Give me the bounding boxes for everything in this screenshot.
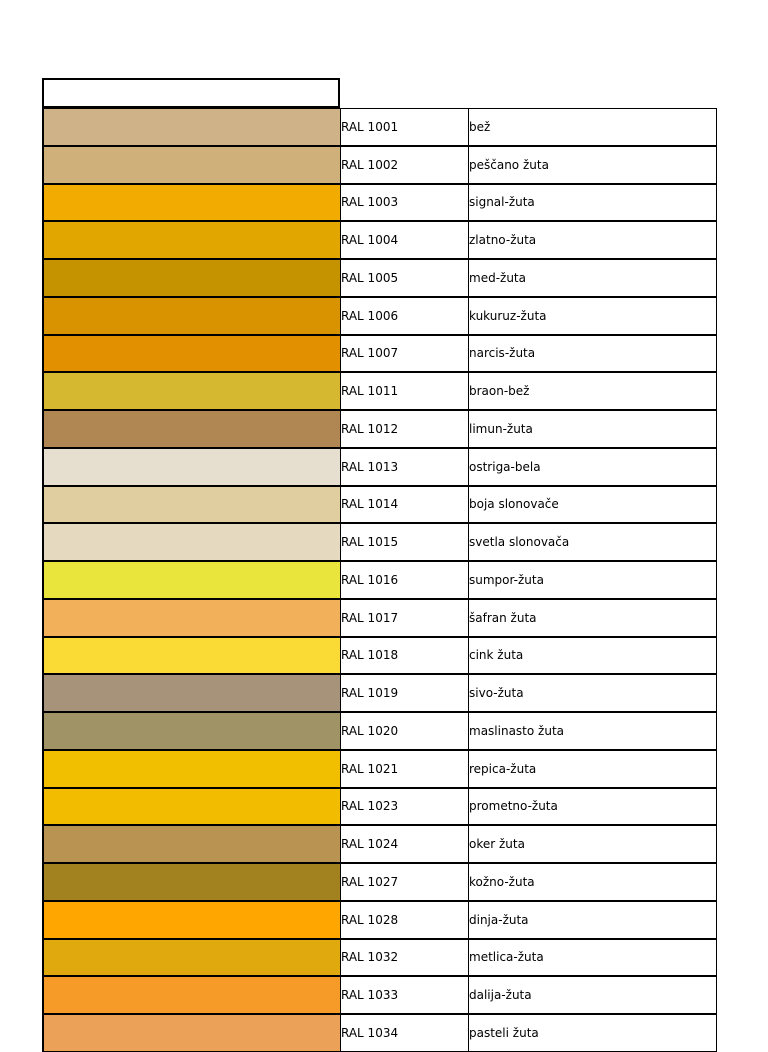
color-name-cell xyxy=(469,939,717,977)
color-name: bež xyxy=(469,119,491,134)
table-row xyxy=(43,712,717,750)
ral-code: RAL 1014 xyxy=(341,497,399,512)
ral-color-table-body xyxy=(43,109,717,1052)
ral-code-cell xyxy=(341,1014,469,1051)
ral-code: RAL 1002 xyxy=(341,157,399,172)
ral-code: RAL 1001 xyxy=(341,119,399,134)
ral-code-cell xyxy=(341,259,469,297)
ral-code: RAL 1004 xyxy=(341,233,399,248)
ral-code: RAL 1019 xyxy=(341,686,399,701)
ral-code-cell xyxy=(341,863,469,901)
table-row xyxy=(43,939,717,977)
color-swatch xyxy=(43,637,341,675)
table-row xyxy=(43,146,717,184)
color-swatch xyxy=(43,372,341,410)
ral-code-cell xyxy=(341,750,469,788)
ral-code-cell xyxy=(341,599,469,637)
color-swatch xyxy=(43,788,341,826)
ral-code-cell xyxy=(341,297,469,335)
color-name: braon-bež xyxy=(469,384,530,399)
ral-code-cell xyxy=(341,523,469,561)
ral-code-cell xyxy=(341,410,469,448)
table-row xyxy=(43,410,717,448)
ral-code-cell xyxy=(341,221,469,259)
color-name-cell xyxy=(469,109,717,146)
ral-code: RAL 1032 xyxy=(341,950,399,965)
ral-code-cell xyxy=(341,674,469,712)
color-name-cell xyxy=(469,523,717,561)
color-name-cell xyxy=(469,184,717,222)
color-name: zlatno-žuta xyxy=(469,233,537,248)
color-name: šafran žuta xyxy=(469,610,537,625)
color-swatch xyxy=(43,448,341,486)
color-swatch xyxy=(43,146,341,184)
color-swatch xyxy=(43,297,341,335)
table-row xyxy=(43,863,717,901)
color-swatch xyxy=(43,1014,341,1051)
table-row xyxy=(43,297,717,335)
ral-code: RAL 1013 xyxy=(341,459,399,474)
color-swatch xyxy=(43,712,341,750)
color-name-cell xyxy=(469,901,717,939)
color-name: svetla slonovača xyxy=(469,535,570,550)
color-name: narcis-žuta xyxy=(469,346,536,361)
ral-code: RAL 1027 xyxy=(341,874,399,889)
color-swatch xyxy=(43,335,341,373)
color-name-cell xyxy=(469,221,717,259)
table-row xyxy=(43,750,717,788)
color-name-cell xyxy=(469,712,717,750)
color-name-cell xyxy=(469,335,717,373)
ral-code: RAL 1017 xyxy=(341,610,399,625)
ral-code: RAL 1016 xyxy=(341,572,399,587)
table-row xyxy=(43,674,717,712)
color-swatch xyxy=(43,599,341,637)
color-swatch xyxy=(43,863,341,901)
table-row xyxy=(43,335,717,373)
color-name: med-žuta xyxy=(469,270,526,285)
ral-code: RAL 1033 xyxy=(341,988,399,1003)
color-swatch xyxy=(43,109,341,146)
color-name: pasteli žuta xyxy=(469,1025,539,1040)
color-name-cell xyxy=(469,976,717,1014)
color-name: repica-žuta xyxy=(469,761,537,776)
color-swatch xyxy=(43,750,341,788)
ral-code: RAL 1003 xyxy=(341,195,399,210)
color-swatch xyxy=(43,901,341,939)
color-name-cell xyxy=(469,863,717,901)
ral-code-cell xyxy=(341,637,469,675)
ral-code-cell xyxy=(341,448,469,486)
ral-code-cell xyxy=(341,372,469,410)
table-row xyxy=(43,109,717,146)
ral-code-cell xyxy=(341,184,469,222)
color-name-cell xyxy=(469,788,717,826)
color-name: cink žuta xyxy=(469,648,524,663)
table-row xyxy=(43,976,717,1014)
ral-code: RAL 1034 xyxy=(341,1025,399,1040)
color-name-cell xyxy=(469,750,717,788)
color-name-cell xyxy=(469,372,717,410)
table-row xyxy=(43,825,717,863)
ral-code: RAL 1024 xyxy=(341,837,399,852)
color-swatch xyxy=(43,486,341,524)
color-name-cell xyxy=(469,146,717,184)
color-swatch xyxy=(43,184,341,222)
table-row xyxy=(43,184,717,222)
color-name-cell xyxy=(469,599,717,637)
ral-code: RAL 1006 xyxy=(341,308,399,323)
ral-color-table xyxy=(42,108,717,1052)
ral-code: RAL 1023 xyxy=(341,799,399,814)
color-name: maslinasto žuta xyxy=(469,723,564,738)
ral-code: RAL 1005 xyxy=(341,270,399,285)
color-swatch xyxy=(43,410,341,448)
table-row xyxy=(43,523,717,561)
ral-code-cell xyxy=(341,335,469,373)
color-swatch xyxy=(43,674,341,712)
color-swatch xyxy=(43,259,341,297)
ral-code: RAL 1012 xyxy=(341,421,399,436)
color-name: limun-žuta xyxy=(469,421,533,436)
color-name: dalija-žuta xyxy=(469,988,532,1003)
ral-code: RAL 1021 xyxy=(341,761,399,776)
table-row xyxy=(43,1014,717,1051)
color-name: kukuruz-žuta xyxy=(469,308,547,323)
ral-code-cell xyxy=(341,561,469,599)
color-name-cell xyxy=(469,561,717,599)
table-row xyxy=(43,561,717,599)
color-swatch xyxy=(43,939,341,977)
color-name: prometno-žuta xyxy=(469,799,558,814)
ral-code-cell xyxy=(341,109,469,146)
color-name: ostriga-bela xyxy=(469,459,541,474)
ral-code: RAL 1015 xyxy=(341,535,399,550)
table-row xyxy=(43,637,717,675)
color-name-cell xyxy=(469,486,717,524)
color-name-cell xyxy=(469,410,717,448)
color-name: metlica-žuta xyxy=(469,950,544,965)
color-name: dinja-žuta xyxy=(469,912,529,927)
empty-header-cell xyxy=(42,78,340,108)
ral-code-cell xyxy=(341,901,469,939)
table-row xyxy=(43,599,717,637)
color-name: sivo-žuta xyxy=(469,686,524,701)
table-row xyxy=(43,448,717,486)
ral-code: RAL 1028 xyxy=(341,912,399,927)
ral-code: RAL 1007 xyxy=(341,346,399,361)
ral-code-cell xyxy=(341,712,469,750)
color-name: sumpor-žuta xyxy=(469,572,544,587)
color-name-cell xyxy=(469,674,717,712)
color-swatch xyxy=(43,825,341,863)
ral-code-cell xyxy=(341,976,469,1014)
color-name: kožno-žuta xyxy=(469,874,535,889)
ral-code: RAL 1011 xyxy=(341,384,399,399)
table-row xyxy=(43,486,717,524)
ral-code: RAL 1020 xyxy=(341,723,399,738)
table-row xyxy=(43,221,717,259)
table-row xyxy=(43,259,717,297)
table-row xyxy=(43,372,717,410)
color-name: signal-žuta xyxy=(469,195,535,210)
color-swatch xyxy=(43,976,341,1014)
ral-code-cell xyxy=(341,939,469,977)
color-name-cell xyxy=(469,637,717,675)
table-row xyxy=(43,788,717,826)
ral-code-cell xyxy=(341,146,469,184)
color-swatch xyxy=(43,561,341,599)
color-name: boja slonovače xyxy=(469,497,559,512)
color-swatch xyxy=(43,221,341,259)
color-name: oker žuta xyxy=(469,837,525,852)
color-name-cell xyxy=(469,297,717,335)
table-row xyxy=(43,901,717,939)
color-name-cell xyxy=(469,825,717,863)
color-name-cell xyxy=(469,1014,717,1051)
color-name-cell xyxy=(469,448,717,486)
ral-code: RAL 1018 xyxy=(341,648,399,663)
color-swatch xyxy=(43,523,341,561)
ral-code-cell xyxy=(341,788,469,826)
color-name: peščano žuta xyxy=(469,157,549,172)
color-name-cell xyxy=(469,259,717,297)
ral-code-cell xyxy=(341,486,469,524)
ral-code-cell xyxy=(341,825,469,863)
